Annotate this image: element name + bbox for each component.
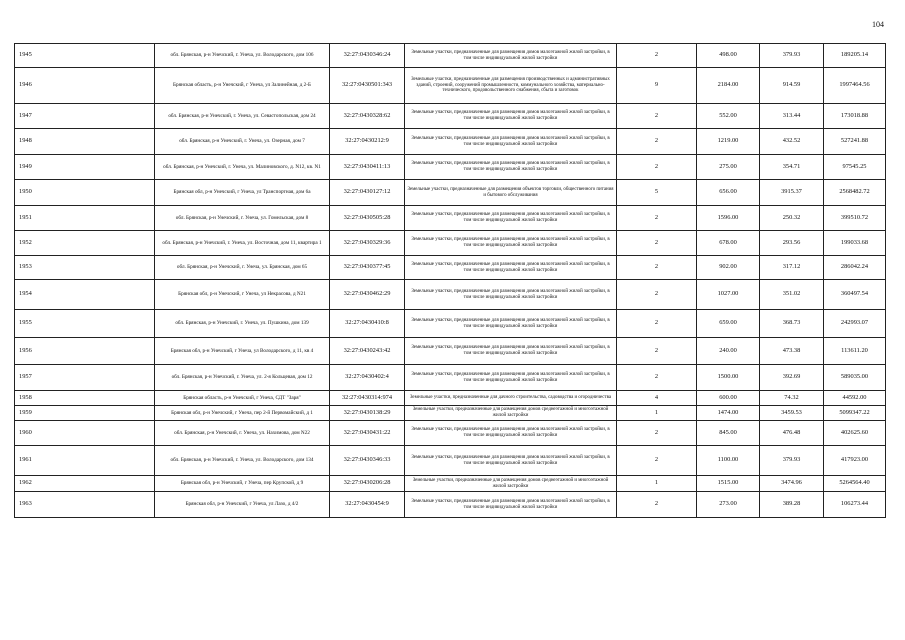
cadastral-value-cell: 242993.07 xyxy=(824,310,886,338)
area-cell: 902.00 xyxy=(697,256,760,280)
specific-value-cell: 354.71 xyxy=(760,155,824,180)
specific-value-cell: 914.59 xyxy=(760,68,824,104)
table-row xyxy=(15,476,886,492)
cadastral-value-cell: 5099347.22 xyxy=(824,406,886,421)
cadastral-value-cell: 44592.00 xyxy=(824,391,886,406)
address-cell: обл. Брянская, р-н Унечский, г. Унеча, ул. Восточная, дом 11, квартира 1 xyxy=(155,231,330,256)
land-purpose-cell: Земельные участки, предназначенные для размещения домов малоэтажной жилой застройки, в том числе индивидуальной жилой застройки xyxy=(405,104,617,129)
land-purpose-cell: Земельные участки, предназначенные для размещения домов малоэтажной жилой застройки, в том числе индивидуальной жилой застройки xyxy=(405,129,617,155)
address-cell: обл. Брянская, р-н Унечский, г. Унеча, ул. 2-я Кольцевая, дом 12 xyxy=(155,365,330,391)
table-row xyxy=(15,391,886,406)
group-cell: 5 xyxy=(617,180,697,206)
row-number: 1948 xyxy=(15,129,155,155)
land-purpose-cell: Земельные участки, предназначенные для размещения домов малоэтажной жилой застройки, в том числе индивидуальной жилой застройки xyxy=(405,365,617,391)
cadastral-number-cell: 32:27:0430505:28 xyxy=(330,206,405,231)
area-cell: 273.00 xyxy=(697,492,760,518)
cadastral-number-cell: 32:27:0430346:33 xyxy=(330,446,405,476)
address-cell: Брянская обл, р-н Унечский, г Унеча, ул Некрасова, д N21 xyxy=(155,280,330,310)
row-number: 1958 xyxy=(15,391,155,406)
address-cell: обл. Брянская, р-н Унечский, г. Унеча, ул. Пушкина, дом 139 xyxy=(155,310,330,338)
area-cell: 1474.00 xyxy=(697,406,760,421)
row-number: 1956 xyxy=(15,338,155,365)
group-cell: 9 xyxy=(617,68,697,104)
specific-value-cell: 3474.96 xyxy=(760,476,824,492)
specific-value-cell: 351.02 xyxy=(760,280,824,310)
specific-value-cell: 368.73 xyxy=(760,310,824,338)
cadastral-value-cell: 402625.60 xyxy=(824,421,886,446)
land-purpose-cell: Земельные участки, предназначенные для размещения домов малоэтажной жилой застройки, в том числе индивидуальной жилой застройки xyxy=(405,310,617,338)
table-row xyxy=(15,129,886,155)
cadastral-value-cell: 589035.00 xyxy=(824,365,886,391)
table-row xyxy=(15,180,886,206)
group-cell: 2 xyxy=(617,231,697,256)
table-row xyxy=(15,365,886,391)
specific-value-cell: 432.52 xyxy=(760,129,824,155)
table-row xyxy=(15,280,886,310)
area-cell: 552.00 xyxy=(697,104,760,129)
table-row xyxy=(15,231,886,256)
table-row xyxy=(15,338,886,365)
land-purpose-cell: Земельные участки, предназначенные для размещения домов малоэтажной жилой застройки, в том числе индивидуальной жилой застройки xyxy=(405,421,617,446)
cadastral-number-cell: 32:27:0430138:29 xyxy=(330,406,405,421)
specific-value-cell: 392.69 xyxy=(760,365,824,391)
cadastral-number-cell: 32:27:0430454:9 xyxy=(330,492,405,518)
group-cell: 2 xyxy=(617,446,697,476)
group-cell: 2 xyxy=(617,155,697,180)
area-cell: 600.00 xyxy=(697,391,760,406)
group-cell: 2 xyxy=(617,104,697,129)
specific-value-cell: 250.32 xyxy=(760,206,824,231)
table-row xyxy=(15,310,886,338)
group-cell: 1 xyxy=(617,476,697,492)
cadastral-number-cell: 32:27:0430314:974 xyxy=(330,391,405,406)
cadastral-number-cell: 32:27:0430431:22 xyxy=(330,421,405,446)
address-cell: Брянская область, р-н Унечский, г Унеча, СДТ "Заря" xyxy=(155,391,330,406)
address-cell: обл. Брянская, р-н Унечский, г. Унеча, ул. Володарского, дом 134 xyxy=(155,446,330,476)
land-purpose-cell: Земельные участки, предназначенные для размещения объектов торговли, общественного питания и бытового обслуживания xyxy=(405,180,617,206)
row-number: 1955 xyxy=(15,310,155,338)
cadastral-value-cell: 97545.25 xyxy=(824,155,886,180)
land-purpose-cell: Земельные участки, предназначенные для размещения домов малоэтажной жилой застройки, в том числе индивидуальной жилой застройки xyxy=(405,256,617,280)
specific-value-cell: 389.28 xyxy=(760,492,824,518)
cadastral-value-cell: 1997464.56 xyxy=(824,68,886,104)
address-cell: обл. Брянская, р-н Унечский, г. Унеча, ул. Брянская, дом 65 xyxy=(155,256,330,280)
row-number: 1950 xyxy=(15,180,155,206)
area-cell: 1596.00 xyxy=(697,206,760,231)
specific-value-cell: 3459.53 xyxy=(760,406,824,421)
row-number: 1953 xyxy=(15,256,155,280)
cadastral-number-cell: 32:27:0430206:28 xyxy=(330,476,405,492)
table-row xyxy=(15,406,886,421)
cadastral-value-cell: 417923.00 xyxy=(824,446,886,476)
address-cell: обл. Брянская, р-н Унечский, г. Унеча, ул. Малиновского, д. N12, кв. N1 xyxy=(155,155,330,180)
cadastral-number-cell: 32:27:0430462:29 xyxy=(330,280,405,310)
address-cell: Брянская обл, р-н Унечский, г Унеча, ул Лазо, д 4/2 xyxy=(155,492,330,518)
row-number: 1957 xyxy=(15,365,155,391)
cadastral-value-cell: 106273.44 xyxy=(824,492,886,518)
group-cell: 2 xyxy=(617,206,697,231)
group-cell: 2 xyxy=(617,365,697,391)
page-number: 104 xyxy=(872,20,884,29)
cadastral-number-cell: 32:27:0430243:42 xyxy=(330,338,405,365)
land-purpose-cell: Земельные участки, предназначенные для размещения домов малоэтажной жилой застройки, в том числе индивидуальной жилой застройки xyxy=(405,231,617,256)
land-purpose-cell: Земельные участки, предназначенные для размещения домов малоэтажной жилой застройки, в том числе индивидуальной жилой застройки xyxy=(405,338,617,365)
row-number: 1951 xyxy=(15,206,155,231)
specific-value-cell: 313.44 xyxy=(760,104,824,129)
table-row xyxy=(15,44,886,68)
address-cell: Брянская область, р-н Унечский, г Унеча, ул Залинейная, д 2-Б xyxy=(155,68,330,104)
area-cell: 275.00 xyxy=(697,155,760,180)
land-purpose-cell: Земельные участки, предназначенные для размещения домов малоэтажной жилой застройки, в том числе индивидуальной жилой застройки xyxy=(405,206,617,231)
cadastral-value-cell: 399510.72 xyxy=(824,206,886,231)
table-row xyxy=(15,104,886,129)
row-number: 1954 xyxy=(15,280,155,310)
cadastral-number-cell: 32:27:0430328:62 xyxy=(330,104,405,129)
address-cell: обл. Брянская, р-н Унечский, г. Унеча, ул. Нахимова, дом N22 xyxy=(155,421,330,446)
specific-value-cell: 379.93 xyxy=(760,446,824,476)
address-cell: Брянская обл, р-н Унечский, г Унеча, ул Володарского, д 11, кв 4 xyxy=(155,338,330,365)
cadastral-value-cell: 360497.54 xyxy=(824,280,886,310)
cadastral-number-cell: 32:27:0430127:12 xyxy=(330,180,405,206)
group-cell: 1 xyxy=(617,406,697,421)
table-row xyxy=(15,68,886,104)
address-cell: обл. Брянская, р-н Унечский, г. Унеча, ул. Озерная, дом 7 xyxy=(155,129,330,155)
land-purpose-cell: Земельные участки, предназначенные для размещения домов малоэтажной жилой застройки, в том числе индивидуальной жилой застройки xyxy=(405,492,617,518)
row-number: 1947 xyxy=(15,104,155,129)
table-row xyxy=(15,421,886,446)
table-row xyxy=(15,446,886,476)
cadastral-value-cell: 5264564.40 xyxy=(824,476,886,492)
specific-value-cell: 379.93 xyxy=(760,44,824,68)
specific-value-cell: 473.38 xyxy=(760,338,824,365)
land-purpose-cell: Земельные участки, предназначенные для размещения домов малоэтажной жилой застройки, в том числе индивидуальной жилой застройки xyxy=(405,446,617,476)
cadastral-number-cell: 32:27:0430377:45 xyxy=(330,256,405,280)
specific-value-cell: 74.32 xyxy=(760,391,824,406)
row-number: 1952 xyxy=(15,231,155,256)
land-purpose-cell: Земельные участки, предназначенные для дачного строительства, садоводства и огородничества xyxy=(405,391,617,406)
area-cell: 240.00 xyxy=(697,338,760,365)
row-number: 1946 xyxy=(15,68,155,104)
row-number: 1961 xyxy=(15,446,155,476)
land-purpose-cell: Земельные участки, предназначенные для размещения домов малоэтажной жилой застройки, в том числе индивидуальной жилой застройки xyxy=(405,280,617,310)
group-cell: 2 xyxy=(617,44,697,68)
specific-value-cell: 3915.37 xyxy=(760,180,824,206)
table-row xyxy=(15,206,886,231)
group-cell: 2 xyxy=(617,280,697,310)
table-row xyxy=(15,256,886,280)
group-cell: 2 xyxy=(617,492,697,518)
area-cell: 2184.00 xyxy=(697,68,760,104)
address-cell: Брянская обл, р-н Унечский, г Унеча, ул Транспортная, дом 6а xyxy=(155,180,330,206)
cadastral-value-cell: 189205.14 xyxy=(824,44,886,68)
cadastral-number-cell: 32:27:0430402:4 xyxy=(330,365,405,391)
cadastral-value-cell: 113611.20 xyxy=(824,338,886,365)
address-cell: Брянская обл, р-н Унечский, г Унеча, пер Крупской, д 9 xyxy=(155,476,330,492)
land-purpose-cell: Земельные участки, предназначенные для размещения домов малоэтажной жилой застройки, в том числе индивидуальной жилой застройки xyxy=(405,155,617,180)
cadastral-value-cell: 199033.68 xyxy=(824,231,886,256)
cadastral-number-cell: 32:27:0430501:343 xyxy=(330,68,405,104)
row-number: 1959 xyxy=(15,406,155,421)
cadastral-value-cell: 2568482.72 xyxy=(824,180,886,206)
address-cell: обл. Брянская, р-н Унечский, г. Унеча, ул. Володарского, дом 106 xyxy=(155,44,330,68)
address-cell: обл. Брянская, р-н Унечский, г. Унеча, ул. Гомельская, дом 8 xyxy=(155,206,330,231)
table-row xyxy=(15,155,886,180)
area-cell: 1500.00 xyxy=(697,365,760,391)
area-cell: 1515.00 xyxy=(697,476,760,492)
specific-value-cell: 317.12 xyxy=(760,256,824,280)
group-cell: 4 xyxy=(617,391,697,406)
area-cell: 659.00 xyxy=(697,310,760,338)
group-cell: 2 xyxy=(617,421,697,446)
area-cell: 498.00 xyxy=(697,44,760,68)
cadastral-value-cell: 286042.24 xyxy=(824,256,886,280)
area-cell: 1100.00 xyxy=(697,446,760,476)
land-purpose-cell: Земельные участки, предназначенные для размещения домов среднеэтажной и многоэтажной жилой застройки xyxy=(405,406,617,421)
cadastral-value-cell: 173018.88 xyxy=(824,104,886,129)
cadastral-value-cell: 527241.88 xyxy=(824,129,886,155)
address-cell: Брянская обл, р-н Унечский, г Унеча, пер 2-й Первомайский, д 1 xyxy=(155,406,330,421)
land-purpose-cell: Земельные участки, предназначенные для размещения производственных и административных зданий, строений, сооружений промышленности, коммунального хозяйства, материально-технического, продовольственного снабжения, сбыта и заготовок xyxy=(405,68,617,104)
specific-value-cell: 293.56 xyxy=(760,231,824,256)
cadastral-number-cell: 32:27:0430329:36 xyxy=(330,231,405,256)
row-number: 1945 xyxy=(15,44,155,68)
cadastral-number-cell: 32:27:0430346:24 xyxy=(330,44,405,68)
cadastral-number-cell: 32:27:0430411:13 xyxy=(330,155,405,180)
group-cell: 2 xyxy=(617,310,697,338)
area-cell: 1027.00 xyxy=(697,280,760,310)
table-row xyxy=(15,492,886,518)
address-cell: обл. Брянская, р-н Унечский, г. Унеча, ул. Севастопольская, дом 24 xyxy=(155,104,330,129)
row-number: 1962 xyxy=(15,476,155,492)
area-cell: 845.00 xyxy=(697,421,760,446)
area-cell: 1219.00 xyxy=(697,129,760,155)
row-number: 1963 xyxy=(15,492,155,518)
group-cell: 2 xyxy=(617,129,697,155)
row-number: 1960 xyxy=(15,421,155,446)
specific-value-cell: 476.48 xyxy=(760,421,824,446)
cadastral-number-cell: 32:27:0430212:9 xyxy=(330,129,405,155)
cadastral-value-table xyxy=(14,43,886,518)
land-purpose-cell: Земельные участки, предназначенные для размещения домов малоэтажной жилой застройки, в том числе индивидуальной жилой застройки xyxy=(405,44,617,68)
group-cell: 2 xyxy=(617,338,697,365)
area-cell: 678.00 xyxy=(697,231,760,256)
land-purpose-cell: Земельные участки, предназначенные для размещения домов среднеэтажной и многоэтажной жилой застройки xyxy=(405,476,617,492)
row-number: 1949 xyxy=(15,155,155,180)
cadastral-number-cell: 32:27:0430410:8 xyxy=(330,310,405,338)
area-cell: 656.00 xyxy=(697,180,760,206)
group-cell: 2 xyxy=(617,256,697,280)
